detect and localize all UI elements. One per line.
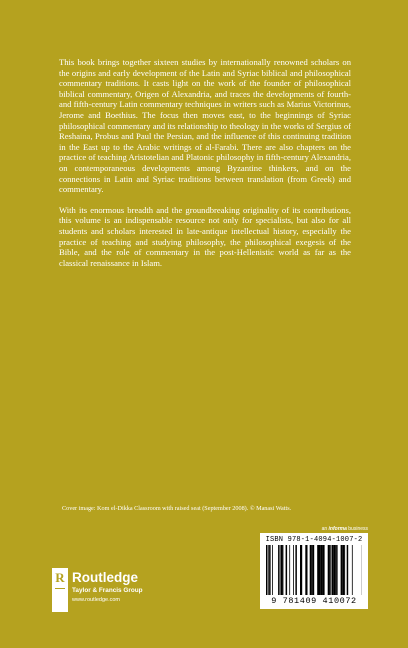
barcode-bar <box>344 545 345 595</box>
routledge-mark-letter: R <box>55 570 65 585</box>
informa-suffix: business <box>348 526 368 532</box>
barcode-bar <box>328 545 330 595</box>
barcode-bar <box>266 545 268 595</box>
barcode-bar <box>347 545 349 595</box>
barcode-bar <box>278 545 280 595</box>
barcode-bar <box>280 545 282 595</box>
cover-image-credit: Cover image: Kom el-Dikka Classroom with raised seat (September 2008). © Manasi Watts. <box>62 505 292 512</box>
barcode-bar <box>333 545 334 595</box>
barcode-bar <box>322 545 324 595</box>
barcode-bar <box>334 545 336 595</box>
isbn-barcode <box>260 533 368 609</box>
barcode-bar <box>352 545 353 595</box>
barcode-bar <box>317 545 318 595</box>
barcode-bar <box>310 545 312 595</box>
barcode-bar <box>320 545 322 595</box>
informa-business-tag <box>258 526 368 532</box>
barcode-digits: 9 781409 410072 <box>271 596 357 606</box>
barcode-bar <box>293 545 294 595</box>
barcode-bar <box>300 545 302 595</box>
barcode-bar <box>296 545 297 595</box>
barcode-bar <box>330 545 331 595</box>
barcode-bar <box>337 545 338 595</box>
barcode-bar <box>343 545 345 595</box>
isbn-label: ISBN 978-1-4094-1007-2 <box>265 536 363 544</box>
barcode-bar <box>332 545 334 595</box>
publisher-url: www.routledge.com <box>72 597 120 603</box>
barcode-bar <box>313 545 315 595</box>
barcode-bar <box>270 545 271 595</box>
publisher-logo <box>52 568 212 618</box>
barcode-bar <box>286 545 288 595</box>
barcode-bar <box>272 545 273 595</box>
barcode-bars <box>266 545 362 595</box>
barcode-bar <box>335 545 337 595</box>
back-cover-blurb <box>59 57 351 278</box>
barcode-bar <box>311 545 313 595</box>
barcode-bar <box>305 545 307 595</box>
informa-prefix: an <box>321 526 328 532</box>
barcode-bar <box>268 545 270 595</box>
publisher-name: Routledge <box>72 570 138 585</box>
barcode-bar <box>318 545 320 595</box>
blurb-paragraph-2: With its enormous breadth and the groundbreaking originality of its contributions, this volume is an indispensable resource not only for specialists, but also for all students and scholars interested in late-antique intellectual history, especially the practice of teaching and studying philosophy, the philosophical exegesis of the Bible, and the role of commentary in the post-Hellenistic world as far as the classical renaissance in Islam. <box>59 204 351 268</box>
informa-brand: informa <box>328 526 347 532</box>
barcode-bar <box>295 545 296 595</box>
barcode-bar <box>283 545 284 595</box>
barcode-bar <box>289 545 290 595</box>
publisher-group: Taylor & Francis Group <box>72 587 143 594</box>
routledge-mark-icon <box>52 568 68 612</box>
blurb-paragraph-1: This book brings together sixteen studies by internationally renowned scholars on the origins and early development of the Latin and Syriac biblical and philosophical commentary traditions. It casts light on the work of the founder of philosophical biblical commentary, Origen of Alexandria, and traces the developments of fourth- and fifth-century Latin commentary techniques in writers such as Marius Victorinus, Jerome and Boethius. The focus then moves east, to the beginnings of Syriac philosophical commentary and its relationship to theology in the works of Sergius of Reshaina, Probus and Paul the Persian, and the influence of this continuing tradition in the East up to the Arabic writings of al-Farabi. There are also chapters on the practice of teaching Aristotelian and Platonic philosophy in fifth-century Alexandria, on contemporaneous developments among Byzantine thinkers, and on the connections in Latin and Syriac traditions between translation (from Greek) and commentary. <box>59 57 351 195</box>
barcode-bar <box>341 545 343 595</box>
